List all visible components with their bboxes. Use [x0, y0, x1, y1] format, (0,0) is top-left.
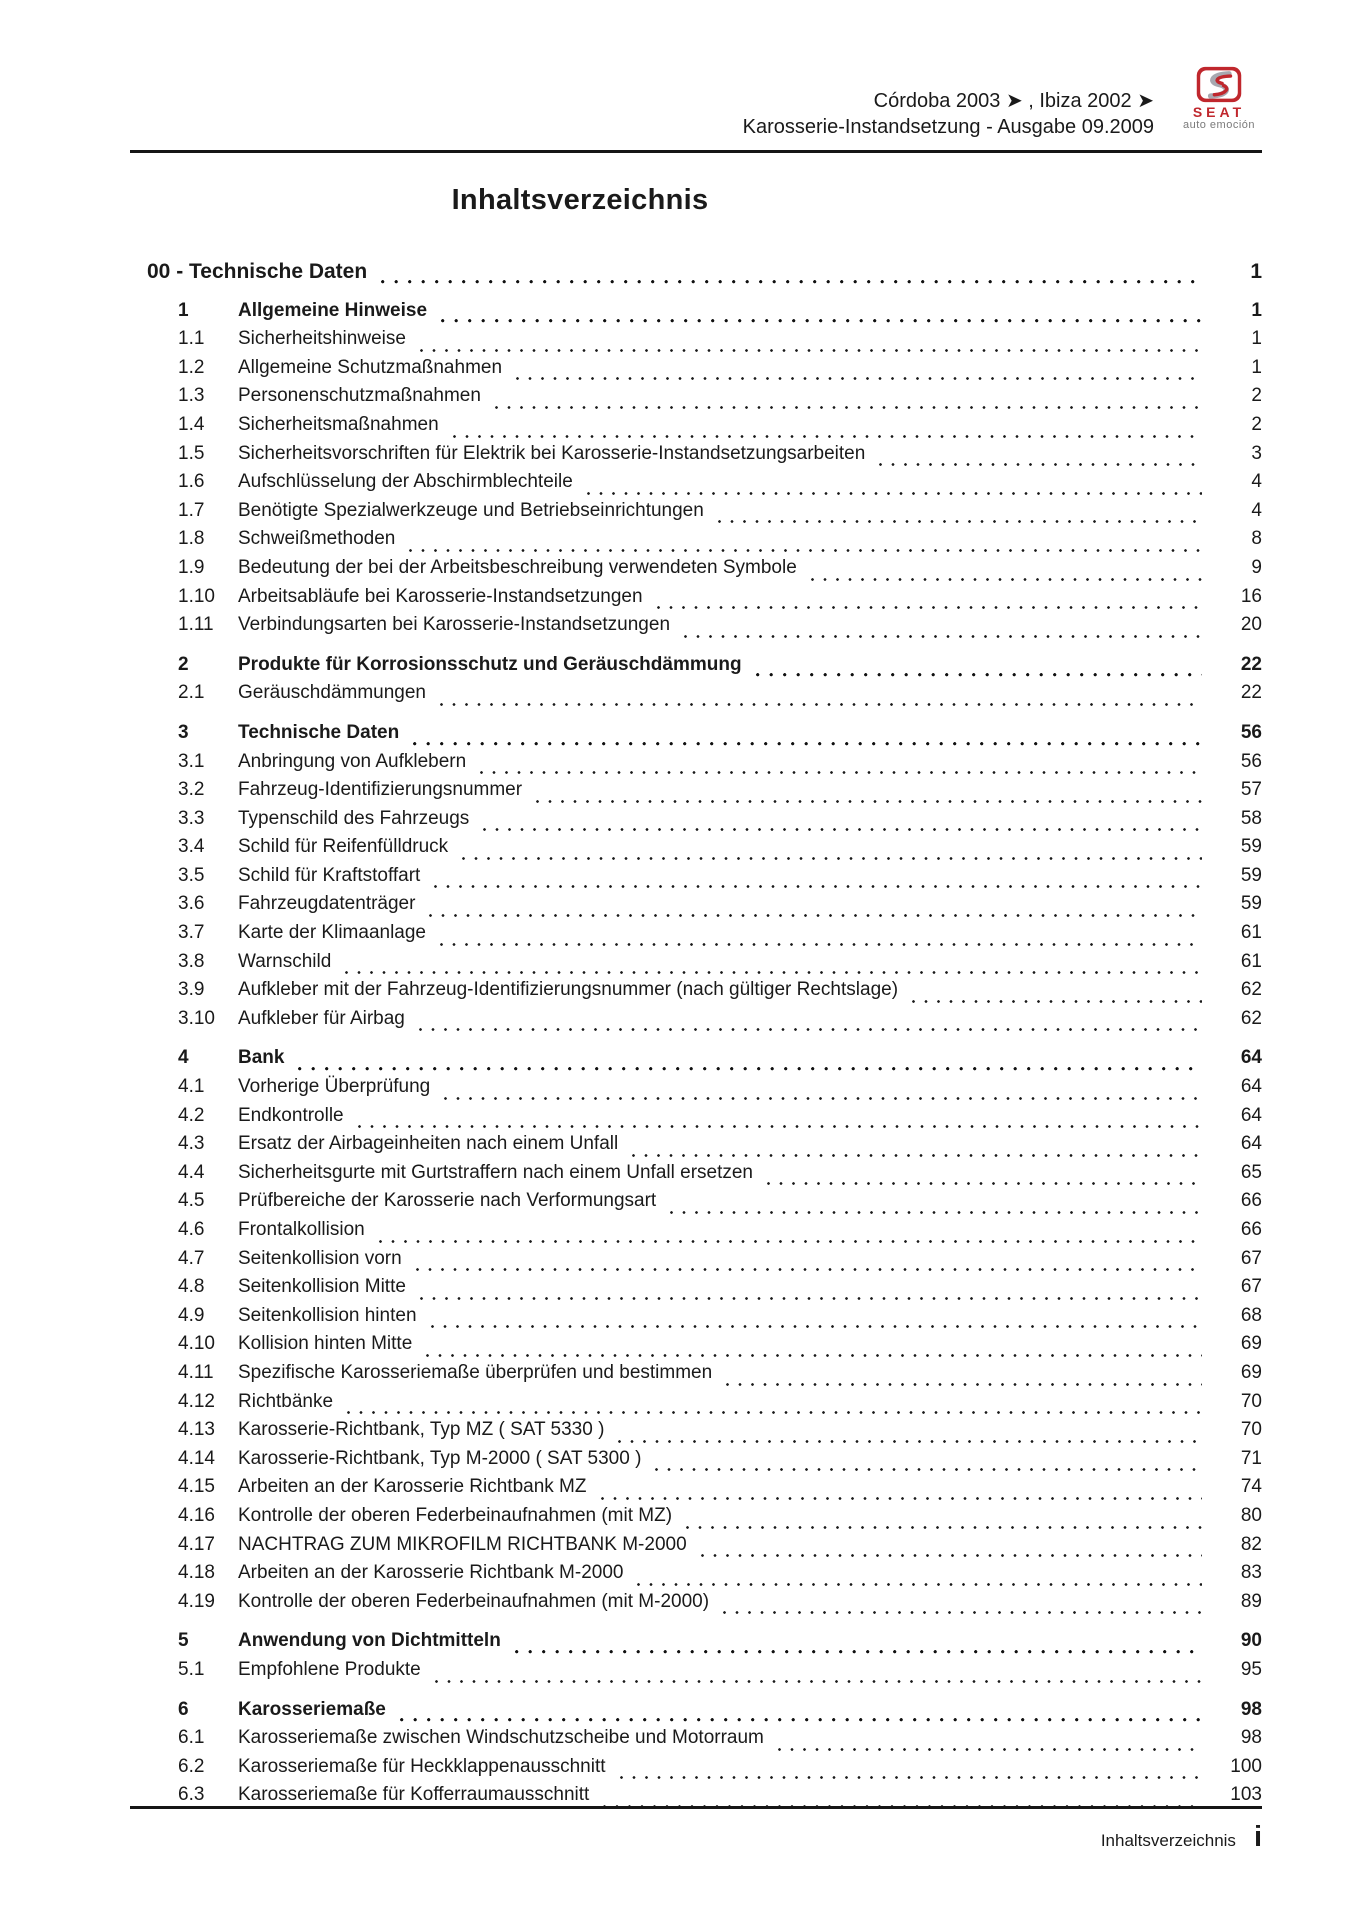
toc-row	[130, 1391, 1262, 1420]
toc-entry-number: 4.4	[178, 1161, 205, 1183]
dot-leader	[811, 578, 1202, 581]
toc-row	[130, 722, 1262, 751]
toc-entry-page: 20	[1240, 614, 1262, 636]
header-model-line: Córdoba 2003 ➤ , Ibiza 2002 ➤	[873, 90, 1154, 112]
toc-entry-page: 103	[1230, 1784, 1262, 1806]
dot-leader	[718, 520, 1202, 523]
toc-entry-title: Frontalkollision	[238, 1219, 365, 1240]
toc-entry-page: 56	[1240, 721, 1262, 743]
dot-leader	[409, 549, 1202, 552]
footer-divider	[130, 1806, 1262, 1809]
toc-row	[130, 808, 1262, 837]
dot-leader	[756, 673, 1202, 677]
toc-entry-page: 68	[1240, 1304, 1262, 1326]
dot-leader	[440, 703, 1202, 706]
dot-leader	[879, 463, 1202, 466]
toc-entry-number: 1	[178, 299, 189, 321]
toc-entry-page: 69	[1240, 1361, 1262, 1383]
toc-entry-number: 3.6	[178, 893, 205, 915]
seat-tagline: auto emoción	[1182, 119, 1256, 131]
toc-entry-number: 2	[178, 653, 189, 675]
toc-entry-title: Karosseriemaße für Heckklappenausschnitt	[238, 1755, 606, 1777]
toc-entry-number: 6.3	[178, 1784, 205, 1806]
toc-entry-number: 3.7	[178, 922, 205, 944]
toc-entry-title: Geräuschdämmungen	[238, 682, 426, 704]
toc-entry-title: Seitenkollision hinten	[238, 1304, 417, 1326]
header-divider	[130, 150, 1262, 153]
toc-entry-page: 56	[1240, 750, 1262, 772]
toc-entry-title: Personenschutzmaßnahmen	[238, 385, 481, 407]
toc-entry-number: 4.8	[178, 1276, 205, 1298]
toc-entry-page: 1	[1251, 299, 1262, 321]
toc-row	[130, 893, 1262, 922]
toc-entry-title: 00 - Technische Daten	[147, 260, 368, 283]
toc-row	[130, 300, 1262, 329]
toc-entry-page: 2	[1251, 385, 1262, 407]
header-model-lines	[743, 88, 1154, 140]
dot-leader	[429, 914, 1202, 917]
toc-row	[130, 654, 1262, 683]
toc-row	[130, 557, 1262, 586]
toc-row	[130, 414, 1262, 443]
toc-entry-page: 64	[1240, 1133, 1262, 1155]
toc-entry-number: 4.17	[178, 1533, 215, 1555]
toc-row	[130, 836, 1262, 865]
toc-row	[130, 682, 1262, 711]
toc-entry-title: Aufschlüsselung der Abschirmblechteile	[238, 471, 573, 493]
toc-entry-number: 4.15	[178, 1476, 215, 1498]
toc-row	[130, 1591, 1262, 1620]
toc-row	[130, 1333, 1262, 1362]
toc-row	[130, 1630, 1262, 1659]
toc-entry-title: Kontrolle der oberen Federbeinaufnahmen (mit M-2000)	[238, 1590, 710, 1612]
dot-leader	[657, 606, 1202, 609]
toc-entry-page: 70	[1240, 1390, 1262, 1412]
toc-entry-number: 4.7	[178, 1247, 205, 1269]
toc-entry-title: Produkte für Korrosionsschutz und Geräuschdämmung	[238, 653, 742, 675]
toc-entry-number: 3.9	[178, 979, 205, 1001]
toc-entry-number: 1.4	[178, 413, 205, 435]
toc-entry-title: Endkontrolle	[238, 1104, 344, 1126]
toc-entry-number: 1.3	[178, 385, 205, 407]
dot-leader	[440, 943, 1202, 946]
toc-entry-page: 64	[1240, 1047, 1262, 1069]
toc-entry-number: 3.5	[178, 864, 205, 886]
seat-wordmark: SEAT	[1192, 104, 1246, 120]
toc-entry-title: Allgemeine Schutzmaßnahmen	[238, 356, 503, 378]
toc-entry-number: 4.6	[178, 1219, 205, 1240]
dot-leader	[670, 1211, 1202, 1214]
toc-row	[130, 1562, 1262, 1591]
toc-entry-page: 22	[1240, 682, 1262, 704]
toc-entry-page: 59	[1240, 836, 1262, 858]
dot-leader	[431, 1325, 1202, 1328]
toc-entry-title: Schild für Reifenfülldruck	[238, 836, 449, 858]
page-header	[130, 66, 1262, 140]
dot-leader	[435, 1680, 1202, 1683]
toc-entry-title: Schild für Kraftstoffart	[238, 864, 421, 886]
toc-entry-number: 2.1	[178, 682, 205, 704]
toc-row	[130, 751, 1262, 780]
toc-entry-number: 1.7	[178, 499, 205, 521]
toc-entry-title: Arbeiten an der Karosserie Richtbank M-2000	[238, 1562, 624, 1584]
toc-row	[130, 1047, 1262, 1076]
toc-entry-number: 1.5	[178, 442, 205, 464]
toc-entry-title: Bank	[238, 1047, 285, 1069]
dot-leader	[726, 1383, 1202, 1386]
toc-entry-number: 1.8	[178, 528, 205, 550]
toc-entry-title: Kollision hinten Mitte	[238, 1333, 413, 1355]
toc-row	[130, 471, 1262, 500]
dot-leader	[637, 1583, 1202, 1586]
toc-entry-number: 3.2	[178, 779, 205, 801]
toc-entry-page: 61	[1240, 922, 1262, 944]
toc-row	[130, 1190, 1262, 1219]
toc-entry-page: 1	[1251, 328, 1262, 350]
toc-row	[130, 385, 1262, 414]
toc-entry-title: Aufkleber mit der Fahrzeug-Identifizierungsnummer (nach gültiger Rechtslage)	[238, 979, 899, 1001]
toc-entry-title: Karosserie-Richtbank, Typ MZ ( SAT 5330 )	[238, 1419, 605, 1441]
toc-entry-page: 82	[1240, 1533, 1262, 1555]
dot-leader	[767, 1182, 1202, 1185]
dot-leader	[495, 406, 1202, 409]
toc-entry-number: 4.16	[178, 1504, 215, 1526]
dot-leader	[601, 1497, 1203, 1500]
seat-emblem-icon	[1196, 66, 1242, 103]
toc-entry-title: Karosserie-Richtbank, Typ M-2000 ( SAT 5300 )	[238, 1447, 642, 1469]
toc-entry-page: 62	[1240, 979, 1262, 1001]
toc-entry-page: 66	[1240, 1219, 1262, 1240]
toc-entry-title: Allgemeine Hinweise	[238, 299, 428, 321]
dot-leader	[345, 971, 1202, 974]
toc-entry-title: Sicherheitsgurte mit Gurtstraffern nach einem Unfall ersetzen	[238, 1161, 753, 1183]
header-manual-line: Karosserie-Instandsetzung - Ausgabe 09.2009	[742, 116, 1154, 138]
dot-leader	[420, 1297, 1202, 1300]
toc-entry-title: Arbeiten an der Karosserie Richtbank MZ	[238, 1476, 587, 1498]
toc-entry-page: 95	[1240, 1658, 1262, 1680]
dot-leader	[358, 1125, 1202, 1128]
toc-entry-title: Karosseriemaße für Kofferraumausschnitt	[238, 1784, 590, 1806]
toc-row	[130, 1162, 1262, 1191]
toc-entry-number: 3	[178, 721, 189, 743]
dot-leader	[381, 280, 1202, 284]
toc-entry-page: 1	[1251, 356, 1262, 378]
toc-entry-title: Bedeutung der bei der Arbeitsbeschreibung verwendeten Symbole	[238, 556, 797, 578]
toc-entry-number: 4.9	[178, 1304, 205, 1326]
toc-entry-title: Fahrzeug-Identifizierungsnummer	[238, 779, 523, 801]
toc-entry-number: 3.1	[178, 750, 205, 772]
toc-entry-page: 98	[1240, 1698, 1262, 1720]
toc-entry-page: 66	[1240, 1190, 1262, 1212]
dot-leader	[587, 492, 1202, 495]
toc-entry-title: Kontrolle der oberen Federbeinaufnahmen (mit MZ)	[238, 1504, 673, 1526]
dot-leader	[620, 1776, 1202, 1779]
toc-entry-page: 4	[1251, 471, 1262, 493]
toc-entry-page: 70	[1240, 1419, 1262, 1441]
dot-leader	[483, 828, 1202, 831]
toc-entry-title: Karte der Klimaanlage	[238, 922, 426, 944]
toc-entry-page: 3	[1251, 442, 1262, 464]
toc-entry-page: 65	[1240, 1161, 1262, 1183]
toc-entry-page: 74	[1240, 1476, 1262, 1498]
toc-entry-title: Typenschild des Fahrzeugs	[238, 807, 470, 829]
dot-leader	[434, 885, 1202, 888]
dot-leader	[684, 635, 1202, 638]
toc-entry-number: 4	[178, 1047, 189, 1069]
toc-entry-title: Anwendung von Dichtmitteln	[238, 1630, 501, 1652]
toc-entry-number: 4.18	[178, 1562, 215, 1584]
toc-entry-number: 1.9	[178, 556, 205, 578]
toc-entry-page: 62	[1240, 1007, 1262, 1029]
toc-entry-title: Verbindungsarten bei Karosserie-Instandsetzungen	[238, 614, 671, 636]
toc-entry-title: Karosseriemaße	[238, 1698, 386, 1720]
toc-entry-number: 5	[178, 1630, 189, 1652]
seat-logo	[1176, 66, 1262, 132]
toc-entry-page: 1	[1250, 260, 1262, 283]
toc-entry-number: 3.8	[178, 950, 205, 972]
toc-row	[130, 528, 1262, 557]
toc-entry-page: 9	[1251, 556, 1262, 578]
dot-leader	[416, 1268, 1202, 1271]
toc-entry-page: 16	[1240, 585, 1262, 607]
toc	[130, 260, 1262, 1813]
dot-leader	[420, 349, 1202, 352]
toc-entry-number: 1.11	[178, 614, 214, 636]
dot-leader	[419, 1028, 1202, 1031]
toc-entry-number: 6.1	[178, 1727, 205, 1749]
toc-row	[130, 443, 1262, 472]
toc-entry-number: 4.12	[178, 1390, 215, 1412]
dot-leader	[347, 1411, 1202, 1414]
toc-entry-page: 59	[1240, 893, 1262, 915]
toc-entry-page: 67	[1240, 1276, 1262, 1298]
toc-row	[130, 1076, 1262, 1105]
toc-row	[130, 1133, 1262, 1162]
dot-leader	[515, 1650, 1202, 1654]
toc-row	[130, 1305, 1262, 1334]
toc-row	[130, 779, 1262, 808]
dot-leader	[701, 1554, 1202, 1557]
toc-row	[130, 1008, 1262, 1037]
toc-entry-title: Spezifische Karosseriemaße überprüfen und bestimmen	[238, 1361, 713, 1383]
toc-entry-title: Schweißmethoden	[238, 528, 396, 550]
toc-entry-page: 4	[1251, 499, 1262, 521]
toc-entry-page: 71	[1240, 1447, 1262, 1469]
toc-row	[130, 865, 1262, 894]
toc-entry-title: Seitenkollision vorn	[238, 1247, 402, 1269]
dot-leader	[912, 1000, 1202, 1003]
toc-row	[130, 951, 1262, 980]
toc-entry-number: 4.11	[178, 1361, 214, 1383]
toc-entry-number: 4.19	[178, 1590, 215, 1612]
toc-row	[130, 1534, 1262, 1563]
dot-leader	[480, 771, 1202, 774]
toc-entry-title: Karosseriemaße zwischen Windschutzscheibe und Motorraum	[238, 1727, 764, 1749]
toc-entry-number: 4.5	[178, 1190, 205, 1212]
toc-entry-number: 4.1	[178, 1076, 205, 1098]
toc-row	[130, 1105, 1262, 1134]
toc-entry-number: 1.2	[178, 356, 205, 378]
toc-entry-title: Arbeitsabläufe bei Karosserie-Instandsetzungen	[238, 585, 643, 607]
toc-entry-title: Vorherige Überprüfung	[238, 1076, 431, 1098]
dot-leader	[462, 857, 1202, 860]
toc-row	[130, 922, 1262, 951]
dot-leader	[453, 435, 1202, 438]
toc-entry-page: 58	[1240, 807, 1262, 829]
toc-entry-number: 4.2	[178, 1104, 205, 1126]
page-footer	[130, 1822, 1262, 1852]
toc-row	[130, 1248, 1262, 1277]
toc-entry-title: Warnschild	[238, 950, 332, 972]
toc-entry-page: 64	[1240, 1104, 1262, 1126]
toc-row	[130, 260, 1262, 289]
toc-entry-title: Seitenkollision Mitte	[238, 1276, 406, 1298]
toc-entry-page: 57	[1240, 779, 1262, 801]
toc-row	[130, 328, 1262, 357]
toc-entry-title: Prüfbereiche der Karosserie nach Verformungsart	[238, 1190, 657, 1212]
dot-leader	[686, 1526, 1202, 1529]
toc-entry-page: 8	[1251, 528, 1262, 550]
dot-leader	[444, 1097, 1202, 1100]
toc-row	[130, 1362, 1262, 1391]
toc-row	[130, 1756, 1262, 1785]
dot-leader	[426, 1354, 1202, 1357]
toc-entry-title: Fahrzeugdatenträger	[238, 893, 416, 915]
toc-entry-number: 4.10	[178, 1333, 215, 1355]
toc-row	[130, 500, 1262, 529]
toc-entry-number: 3.10	[178, 1007, 215, 1029]
dot-leader	[413, 742, 1202, 746]
toc-entry-number: 1.1	[178, 328, 205, 350]
toc-entry-page: 22	[1240, 653, 1262, 675]
toc-entry-page: 89	[1240, 1590, 1262, 1612]
dot-leader	[778, 1748, 1202, 1751]
dot-leader	[618, 1440, 1202, 1443]
toc-entry-title: Ersatz der Airbageinheiten nach einem Unfall	[238, 1133, 619, 1155]
toc-entry-title: Empfohlene Produkte	[238, 1658, 421, 1680]
dot-leader	[298, 1067, 1202, 1071]
toc-entry-page: 64	[1240, 1076, 1262, 1098]
toc-entry-page: 83	[1240, 1562, 1262, 1584]
toc-entry-page: 69	[1240, 1333, 1262, 1355]
toc-entry-title: Sicherheitsvorschriften für Elektrik bei Karosserie-Instandsetzungsarbeiten	[238, 442, 866, 464]
toc-entry-number: 4.14	[178, 1447, 215, 1469]
toc-entry-title: Sicherheitshinweise	[238, 328, 406, 350]
toc-entry-title: Aufkleber für Airbag	[238, 1007, 405, 1029]
footer-section-label: Inhaltsverzeichnis	[1100, 1831, 1236, 1850]
toc-entry-title: Anbringung von Aufklebern	[238, 750, 467, 772]
toc-entry-page: 2	[1251, 413, 1262, 435]
toc-row	[130, 586, 1262, 615]
dot-leader	[655, 1468, 1202, 1471]
toc-entry-number: 6	[178, 1698, 189, 1720]
toc-entry-title: NACHTRAG ZUM MIKROFILM RICHTBANK M-2000	[238, 1533, 687, 1555]
dot-leader	[536, 800, 1202, 803]
toc-entry-number: 4.13	[178, 1419, 215, 1441]
toc-entry-number: 6.2	[178, 1755, 205, 1777]
dot-leader	[379, 1240, 1202, 1243]
toc-row	[130, 1476, 1262, 1505]
toc-row	[130, 1448, 1262, 1477]
toc-row	[130, 614, 1262, 643]
toc-entry-page: 100	[1230, 1755, 1262, 1777]
page-title: Inhaltsverzeichnis	[451, 184, 709, 216]
toc-entry-page: 90	[1240, 1630, 1262, 1652]
toc-entry-page: 61	[1240, 950, 1262, 972]
toc-entry-page: 80	[1240, 1504, 1262, 1526]
toc-row	[130, 357, 1262, 386]
toc-entry-number: 5.1	[178, 1658, 205, 1680]
toc-row	[130, 1419, 1262, 1448]
toc-row	[130, 979, 1262, 1008]
toc-entry-number: 3.4	[178, 836, 205, 858]
toc-row	[130, 1276, 1262, 1305]
toc-row	[130, 1505, 1262, 1534]
dot-leader	[400, 1718, 1202, 1722]
toc-entry-page: 59	[1240, 864, 1262, 886]
toc-row	[130, 1699, 1262, 1728]
footer-page-number: i	[1253, 1821, 1262, 1853]
toc-row	[130, 1659, 1262, 1688]
toc-entry-title: Sicherheitsmaßnahmen	[238, 413, 439, 435]
dot-leader	[516, 377, 1202, 380]
toc-entry-number: 1.10	[178, 585, 215, 607]
toc-entry-number: 1.6	[178, 471, 205, 493]
toc-entry-title: Technische Daten	[238, 721, 400, 743]
toc-entry-page: 98	[1240, 1727, 1262, 1749]
dot-leader	[441, 319, 1202, 323]
toc-entry-title: Richtbänke	[238, 1390, 334, 1412]
toc-entry-number: 4.3	[178, 1133, 205, 1155]
dot-leader	[723, 1611, 1202, 1614]
toc-entry-title: Benötigte Spezialwerkzeuge und Betriebseinrichtungen	[238, 499, 704, 521]
dot-leader	[632, 1154, 1202, 1157]
toc-entry-page: 67	[1240, 1247, 1262, 1269]
toc-entry-number: 3.3	[178, 807, 205, 829]
toc-row	[130, 1727, 1262, 1756]
toc-row	[130, 1219, 1262, 1248]
